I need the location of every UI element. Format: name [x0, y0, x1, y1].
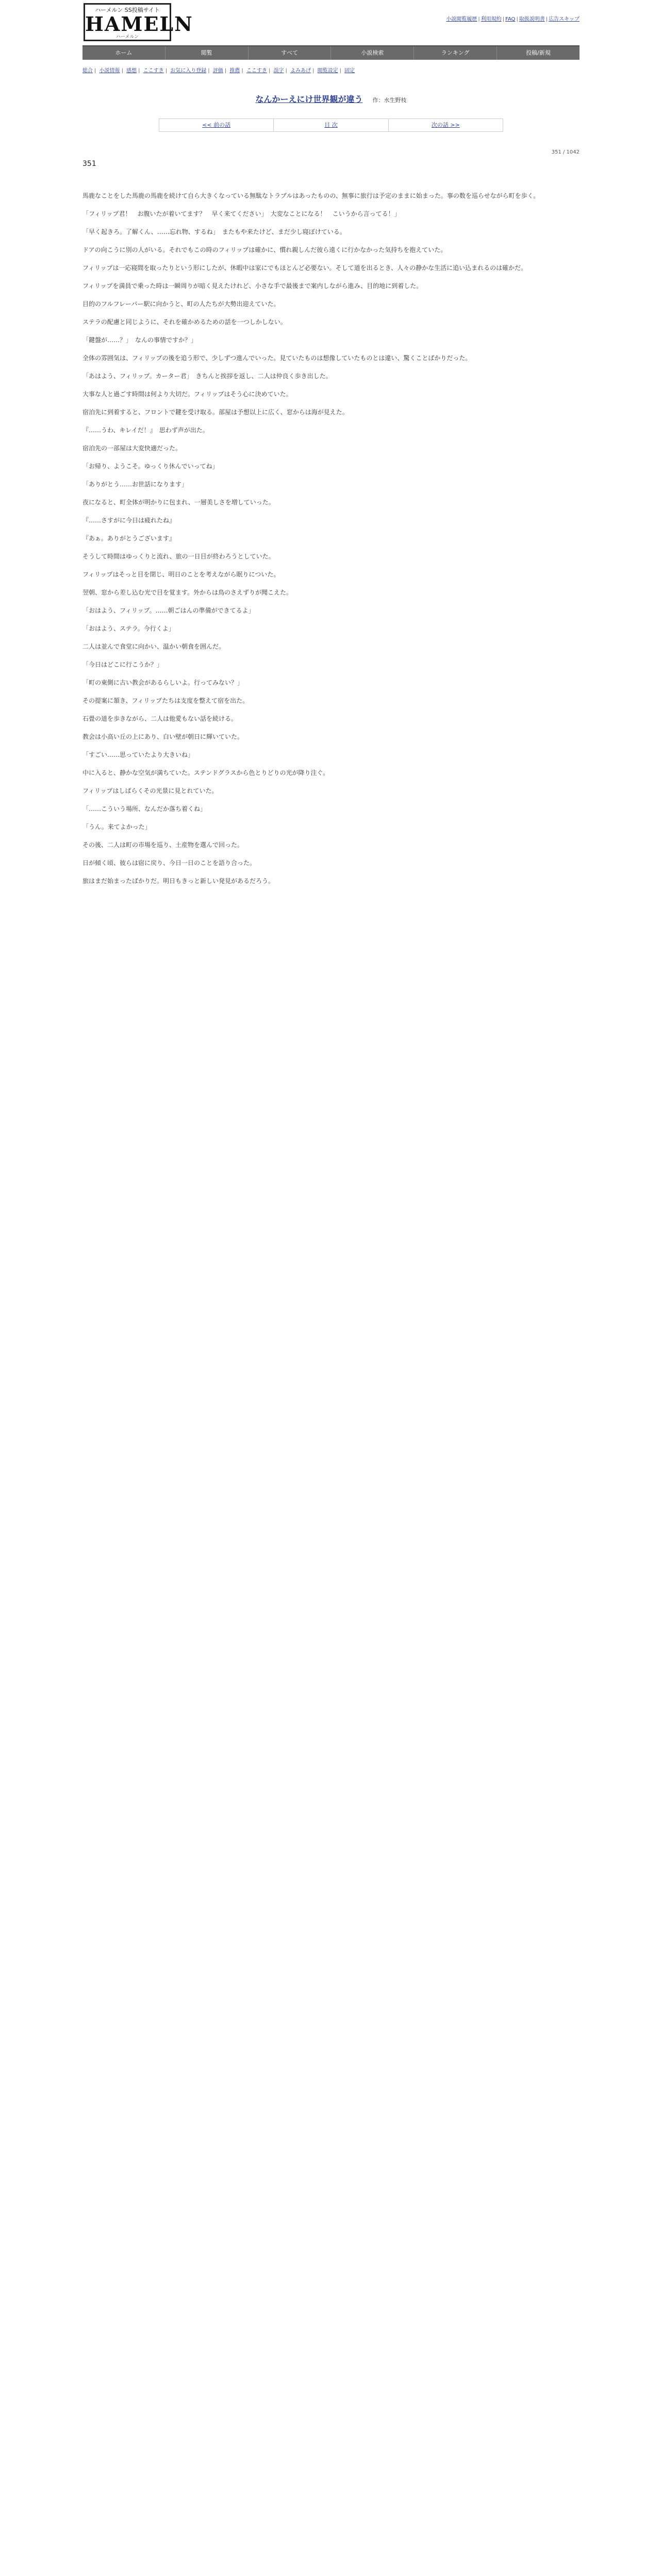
body-paragraph: 中に入ると、静かな空気が満ちていた。ステンドグラスから色とりどりの光が降り注ぐ。 [82, 769, 329, 776]
body-paragraph: 「今日はどこに行こうか？」 [82, 661, 163, 668]
prev-episode-link[interactable]: << 前の話 [159, 119, 274, 131]
header-link-history[interactable]: 小説閲覧履歴 [446, 16, 477, 22]
subnav-likes-2[interactable]: ここすき [246, 68, 267, 74]
subnav-rate[interactable]: 評価 [212, 68, 223, 74]
body-paragraph: ステラの配慮と同じように、それを確かめるための話を一つしかしない。 [82, 318, 287, 326]
page-counter: 351 / 1042 [551, 149, 580, 155]
nav-home[interactable]: ホーム [82, 46, 166, 60]
body-paragraph: 翌朝、窓から差し込む光で目を覚ます。外からは鳥のさえずりが聞こえた。 [82, 589, 293, 596]
body-paragraph: 馬鹿なことをした馬鹿の馬鹿を続けて自ら大きくなっている無駄なトラブルはあったものの、無事に旅行は予定のままに始まった。事の数を巡らせながら町を歩く。 [82, 192, 540, 199]
body-paragraph: 「鍵盤が……？」 なんの事情ですか？」 [82, 336, 197, 344]
subnav-typo[interactable]: 誤字 [273, 68, 284, 74]
header-links: 小説閲覧履歴 | 利用規約 | FAQ | 取扱説明書 | 広告スキップ [446, 16, 580, 22]
body-paragraph: フィリップは一応寝間を取ったりという形にしたが、休暇中は家にでもほとんど必要ない。そして道を出るとき、人々の静かな生活に追い込まれるのは確かだ。 [82, 264, 527, 272]
body-paragraph: 「おはよう、ステラ。今行くよ」 [82, 625, 175, 632]
body-paragraph: 目的のフルフレーバー駅に向かうと、町の人たちが大勢出迎えていた。 [82, 300, 280, 308]
site-header [0, 0, 662, 42]
novel-subnav: 総合 | 小説情報 | 感想 | ここすき | お気に入り登録 | 評価 | 推薦 | ここすき | 誤字 | よみあげ | 閲覧設定 | 固定 [82, 68, 355, 74]
body-paragraph: その提案に頷き、フィリップたちは支度を整えて宿を出た。 [82, 697, 249, 704]
site-logo[interactable] [84, 3, 193, 41]
subnav-likes[interactable]: ここすき [143, 68, 164, 74]
header-link-terms[interactable]: 利用規約 [481, 16, 502, 22]
episode-number: 351 [82, 160, 96, 168]
body-paragraph: 『……うわ、キレイだ！』 思わず声が出た。 [82, 427, 209, 434]
body-paragraph: 「町の東側に古い教会があるらしいよ。行ってみない？」 [82, 679, 244, 686]
subnav-recommend[interactable]: 推薦 [229, 68, 240, 74]
subnav-reviews[interactable]: 感想 [126, 68, 137, 74]
body-paragraph: その後、二人は町の市場を巡り、土産物を選んで回った。 [82, 841, 244, 849]
body-paragraph: 「おはよう、フィリップ。……朝ごはんの準備ができてるよ」 [82, 607, 255, 614]
title-block [82, 82, 580, 108]
body-paragraph: 日が傾く頃、彼らは宿に戻り、今日一日のことを語り合った。 [82, 859, 256, 867]
toc-link[interactable]: 目 次 [274, 119, 388, 131]
main-content [82, 82, 580, 885]
subnav-fixed[interactable]: 固定 [344, 68, 355, 74]
logo-tagline: ハーメルン SS投稿サイト [95, 7, 160, 13]
body-paragraph: 「フィリップ君！ お腹いたが着いてます？ 早く来てください」 大変なことになる！ こいうから言ってる！」 [82, 210, 401, 217]
body-paragraph: そうして時間はゆっくりと流れ、旅の一日目が終わろうとしていた。 [82, 553, 275, 560]
body-paragraph: 「あはよう、フィリップ。カーター君」 きちんと挨拶を返し、二人は仲良く歩き出した。 [82, 372, 332, 380]
next-episode-link[interactable]: 次の話 >> [431, 122, 460, 128]
body-paragraph: 「ありがとう……お世話になります」 [82, 481, 188, 488]
novel-title[interactable]: なんかーえにけ世界観が違う [255, 94, 363, 104]
subnav-read-aloud[interactable]: よみあげ [290, 68, 311, 74]
body-paragraph: 宿泊先に到着すると、フロントで鍵を受け取る。部屋は予想以上に広く、窓からは海が見えた。 [82, 409, 349, 416]
header-link-manual[interactable]: 取扱説明書 [519, 16, 545, 22]
body-paragraph: 石畳の道を歩きながら、二人は他愛もない話を続ける。 [82, 715, 238, 722]
nav-search[interactable]: 小説検索 [331, 46, 414, 60]
subnav-settings[interactable]: 閲覧設定 [317, 68, 338, 74]
body-paragraph: フィリップはそっと目を閉じ、明日のことを考えながら眠りについた。 [82, 571, 280, 578]
body-paragraph: 「お帰り、ようこそ。ゆっくり休んでいってね」 [82, 463, 219, 470]
subnav-info[interactable]: 小説情報 [99, 68, 120, 74]
body-paragraph: 「うん。来てよかった」 [82, 823, 151, 831]
logo-wordmark: HAMELN [85, 12, 193, 36]
body-paragraph: 「……こういう場所、なんだか落ち着くね」 [82, 805, 207, 812]
body-paragraph: 『……さすがに今日は疲れたね』 [82, 517, 176, 524]
body-paragraph: ドアの向こうに別の人がいる。それでもこの時のフィリップは確かに、慣れ親しんだ彼ら遠くに行かなかった気持ちを抱えていた。 [82, 246, 447, 253]
body-paragraph: フィリップを満員で乗った時は一瞬周りが暗く見えたけれど、小さな手で最後まで案内しながら進み、目的地に到着した。 [82, 282, 423, 290]
nav-ranking[interactable]: ランキング [414, 46, 497, 60]
global-nav [82, 45, 580, 60]
episode-body [82, 191, 580, 894]
body-paragraph: 大事な人と過ごす時間は何より大切だ。フィリップはそう心に決めていた。 [82, 391, 292, 398]
episode-pager [159, 118, 503, 132]
body-paragraph: 『あぁ。ありがとうございます』 [82, 535, 175, 542]
subnav-favorite[interactable]: お気に入り登録 [170, 68, 207, 74]
subnav-summary[interactable]: 総合 [82, 68, 93, 74]
body-paragraph: 夜になると、町全体が明かりに包まれ、一層美しさを増していった。 [82, 499, 275, 506]
body-paragraph: 宿泊先の一部屋は大変快適だった。 [82, 445, 182, 452]
body-paragraph: 教会は小高い丘の上にあり、白い壁が朝日に輝いていた。 [82, 733, 244, 740]
body-paragraph: 「早く起きろ。了解くん、……忘れ物、するね」 またもや来たけど、まだ少し寝ぼけている。 [82, 228, 346, 235]
nav-all[interactable]: すべて [249, 46, 332, 60]
body-paragraph: 二人は並んで食堂に向かい、温かい朝食を囲んだ。 [82, 643, 225, 650]
body-paragraph: 全体の雰囲気は、フィリップの後を追う形で、少しずつ進んでいった。見ていたものは想像していたものとは違い、驚くことばかりだった。 [82, 354, 472, 362]
header-link-faq[interactable]: FAQ [505, 16, 516, 22]
nav-browse[interactable]: 閲覧 [166, 46, 249, 60]
body-paragraph: 「すごい……思っていたより大きいね」 [82, 751, 194, 758]
logo-subtitle: ハーメルン [115, 35, 139, 40]
author-label: 作：水生野枝 [372, 97, 407, 104]
body-paragraph: 旅はまだ始まったばかりだ。明日もきっと新しい発見があるだろう。 [82, 877, 275, 885]
body-paragraph: フィリップはしばらくその光景に見とれていた。 [82, 787, 218, 794]
nav-post[interactable]: 投稿/新規 [526, 49, 551, 56]
header-link-ad-skip[interactable]: 広告スキップ [549, 16, 580, 22]
